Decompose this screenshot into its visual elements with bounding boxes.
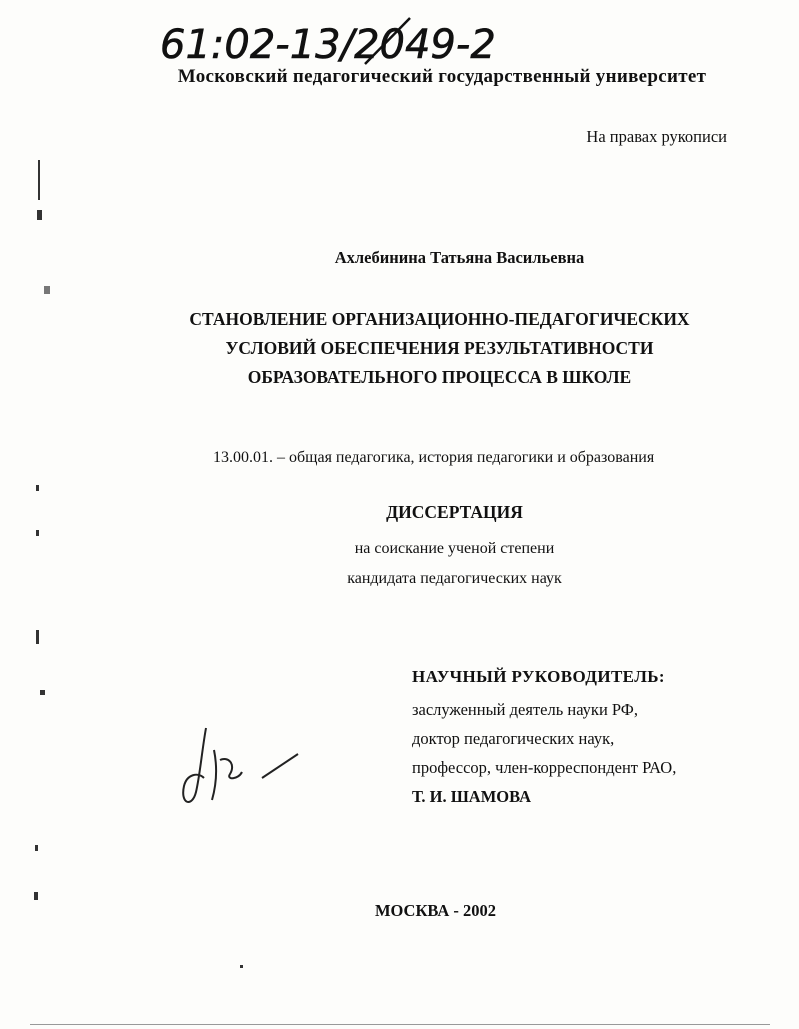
degree-line: кандидата педагогических наук xyxy=(347,570,562,587)
archive-code-text: 61:02-13/2049-2 xyxy=(160,22,496,68)
handwritten-archive-code xyxy=(160,14,580,70)
title-line: СТАНОВЛЕНИЕ ОРГАНИЗАЦИОННО-ПЕДАГОГИЧЕСКИХ xyxy=(189,309,690,329)
author-name: Ахлебинина Татьяна Васильевна xyxy=(334,248,585,267)
scan-artifact xyxy=(44,286,50,294)
supervisor-block xyxy=(412,667,676,811)
scan-artifact xyxy=(34,892,38,900)
scan-artifact xyxy=(38,160,40,200)
title-line: ОБРАЗОВАТЕЛЬНОГО ПРОЦЕССА В ШКОЛЕ xyxy=(247,367,632,387)
dissertation-title xyxy=(0,305,799,392)
scan-artifact xyxy=(36,530,39,536)
supervisor-title: доктор педагогических наук, xyxy=(412,729,615,748)
scan-artifact xyxy=(40,690,45,695)
rights-note: На правах рукописи xyxy=(586,127,727,146)
bottom-edge-line xyxy=(30,1024,770,1025)
scan-artifact xyxy=(36,630,39,644)
document-type: ДИССЕРТАЦИЯ xyxy=(386,502,523,522)
supervisor-title: профессор, член-корреспондент РАО, xyxy=(412,758,677,777)
supervisor-heading: НАУЧНЫЙ РУКОВОДИТЕЛЬ: xyxy=(412,667,665,686)
supervisor-title: заслуженный деятель науки РФ, xyxy=(412,700,638,719)
city-year: МОСКВА - 2002 xyxy=(374,901,497,920)
scan-artifact xyxy=(36,485,39,491)
signature xyxy=(176,720,306,810)
scan-artifact xyxy=(240,965,243,968)
scan-artifact xyxy=(37,210,42,220)
specialty-code: 13.00.01. – общая педагогика, история педагогики и образования xyxy=(213,449,655,466)
title-line: УСЛОВИЙ ОБЕСПЕЧЕНИЯ РЕЗУЛЬТАТИВНОСТИ xyxy=(225,338,654,358)
degree-statement xyxy=(0,534,799,594)
degree-line: на соискание ученой степени xyxy=(354,540,555,557)
supervisor-name: Т. И. ШАМОВА xyxy=(412,787,532,806)
university-name: Московский педагогический государственный университет xyxy=(177,66,707,87)
scan-artifact xyxy=(35,845,38,851)
